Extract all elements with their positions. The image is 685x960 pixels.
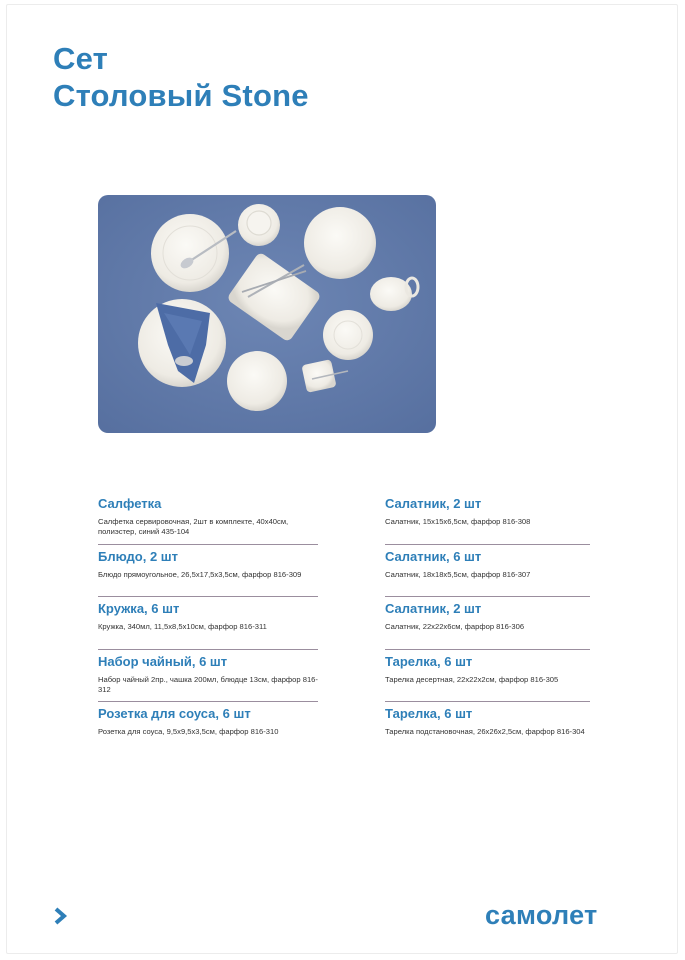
dessert-plate	[151, 214, 229, 292]
divider	[385, 544, 590, 545]
divider	[385, 649, 590, 650]
list-item	[98, 599, 318, 652]
item-title: Салатник, 6 шт	[385, 548, 482, 564]
salad-bowl-medium	[323, 310, 373, 360]
item-description: Салфетка сервировочная, 2шт в комплекте, 40х40см, полиэстер, синий 435-104	[98, 517, 289, 536]
list-item	[98, 494, 318, 547]
item-description: Набор чайный 2пр., чашка 200мл, блюдце 13см, фарфор 816-312	[98, 674, 318, 694]
list-item	[385, 599, 590, 652]
item-description: Блюдо прямоугольное, 26,5x17,5x3,5см, фарфор 816-309	[98, 569, 302, 579]
item-description: Салатник, 22x22x6см, фарфор 816-306	[385, 622, 525, 631]
item-description: Тарелка десертная, 22x22x2см, фарфор 816-305	[385, 674, 559, 684]
item-title: Кружка, 6 шт	[98, 601, 180, 616]
salad-bowl-large	[227, 351, 287, 411]
item-title: Салатник, 2 шт	[385, 496, 482, 511]
dinner-plate-with-napkin	[138, 299, 226, 387]
divider	[98, 701, 318, 702]
brand-logo: самолет	[485, 900, 598, 930]
item-title: Тарелка, 6 шт	[385, 653, 473, 669]
item-description: Розетка для соуса, 9,5x9,5x3,5см, фарфор 816-310	[98, 727, 279, 736]
item-description: Салатник, 15x15x6,5см, фарфор 816-308	[385, 517, 531, 526]
divider	[385, 596, 590, 597]
title-line-1: Сет	[53, 41, 109, 76]
list-item	[385, 494, 590, 547]
chevron-right-icon	[52, 906, 70, 926]
tableware-set-photo	[98, 195, 436, 433]
list-item	[98, 704, 318, 757]
list-item	[385, 547, 590, 600]
item-title: Салфетка	[98, 496, 162, 511]
item-title: Розетка для соуса, 6 шт	[98, 706, 251, 721]
list-item	[98, 547, 318, 600]
item-title: Тарелка, 6 шт	[385, 706, 473, 721]
item-description: Салатник, 18x18x5,5см, фарфор 816-307	[385, 569, 531, 579]
divider	[385, 701, 590, 702]
list-item	[385, 652, 590, 705]
item-description: Тарелка подстановочная, 26x26x2,5см, фарфор 816-304	[385, 727, 585, 736]
list-item	[385, 704, 590, 757]
page-title	[53, 40, 309, 114]
tea-set	[238, 204, 280, 246]
item-title: Салатник, 2 шт	[385, 601, 482, 616]
item-title: Блюдо, 2 шт	[98, 548, 178, 564]
large-plate	[304, 207, 376, 279]
items-left-column	[98, 494, 318, 757]
divider	[98, 649, 318, 650]
divider	[98, 544, 318, 545]
item-title: Набор чайный, 6 шт	[98, 653, 228, 669]
page-frame	[6, 4, 678, 954]
items-right-column	[385, 494, 590, 757]
item-description: Кружка, 340мл, 11,5x8,5x10см, фарфор 816-311	[98, 622, 267, 631]
title-line-2: Столовый Stone	[53, 78, 309, 113]
list-item	[98, 652, 318, 705]
divider	[98, 596, 318, 597]
